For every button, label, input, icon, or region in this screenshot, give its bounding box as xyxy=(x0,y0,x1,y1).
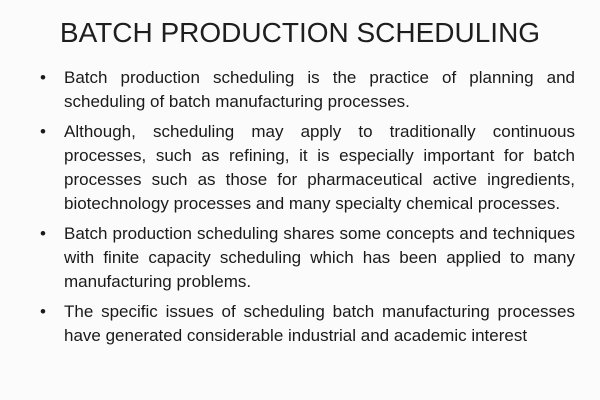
slide-title: BATCH PRODUCTION SCHEDULING xyxy=(59,17,541,48)
bullet-text: Batch production scheduling is the practice of planning and scheduling of batch manufacturing processes. xyxy=(64,68,575,111)
bullet-dot-icon: • xyxy=(40,68,46,87)
bullet-item xyxy=(40,222,575,294)
bullet-text: Although, scheduling may apply to traditionally continuous processes, such as refining, it is especially important for batch processes such as those for pharmaceutical active ingredients, biotechnology processes and many specialty chemical processes. xyxy=(64,122,575,213)
bullet-list xyxy=(40,66,575,354)
bullet-text: Batch production scheduling shares some concepts and techniques with finite capacity scheduling which has been applied to many manufacturing problems. xyxy=(64,224,575,291)
bullet-item xyxy=(40,66,575,114)
bullet-item xyxy=(40,300,575,348)
bullet-text: The specific issues of scheduling batch manufacturing processes have generated considerable industrial and academic interest xyxy=(64,302,575,345)
bullet-dot-icon: • xyxy=(40,224,46,243)
bullet-dot-icon: • xyxy=(40,302,46,321)
bullet-item xyxy=(40,120,575,216)
bullet-dot-icon: • xyxy=(40,122,46,141)
